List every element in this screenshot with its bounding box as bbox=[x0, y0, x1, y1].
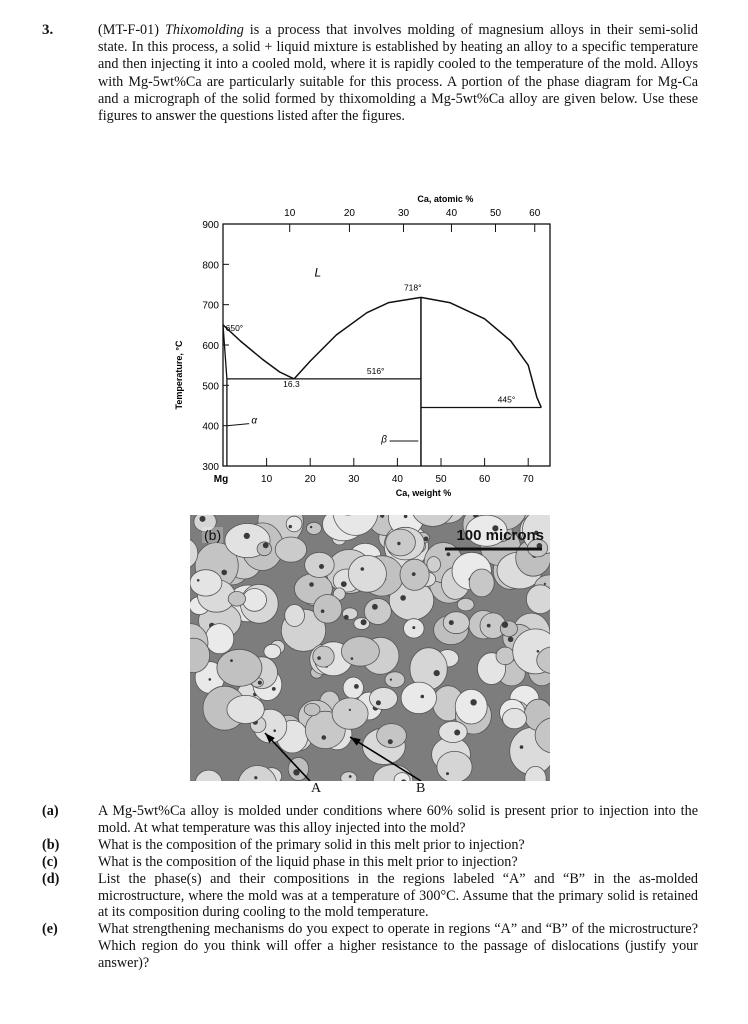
primary-grain bbox=[443, 612, 469, 634]
grain-inclusion bbox=[221, 570, 227, 576]
x-tick-label: 60 bbox=[479, 474, 491, 485]
y-tick-label: 400 bbox=[202, 421, 219, 433]
primary-grain bbox=[217, 649, 262, 686]
annot-718: 718° bbox=[403, 282, 422, 293]
term-thixomolding: Thixomolding bbox=[164, 22, 244, 38]
primary-grain bbox=[386, 529, 416, 556]
x2-tick-label: 30 bbox=[397, 208, 410, 219]
primary-grain bbox=[228, 592, 245, 607]
primary-grain bbox=[313, 646, 334, 667]
grain-inclusion bbox=[454, 730, 460, 736]
micrograph bbox=[190, 515, 550, 781]
question-b-label: (b) bbox=[42, 836, 60, 853]
region-a-label: A bbox=[311, 781, 322, 796]
grain-inclusion bbox=[209, 678, 212, 681]
x-tick-label: 50 bbox=[435, 474, 447, 485]
grain-inclusion bbox=[361, 567, 365, 571]
grain-inclusion bbox=[244, 533, 250, 539]
grain-inclusion bbox=[322, 735, 327, 740]
x-tick-label: Mg bbox=[213, 474, 229, 485]
primary-grain bbox=[455, 689, 487, 724]
x-tick-label: 10 bbox=[261, 474, 273, 485]
grain-inclusion bbox=[412, 626, 415, 629]
intro-text: is a process that involves molding of magnesium alloys in their semi-solid state. In this process, a solid + liquid mixture is established by heating an alloy to a specific temperature and then injecting it into a cooled mold, where it is rapidly cooled to the temperature of the mold. Alloys with Mg-5wt%Ca are particularly suitable for this process. A portion of the phase diagram for Mg-Ca and a micrograph of the solid formed by thixomolding a Mg-5wt%Ca alloy are given below. Use these figures to answer the questions listed after the figures. bbox=[98, 22, 699, 125]
primary-grain bbox=[205, 624, 233, 654]
grain-inclusion bbox=[349, 775, 352, 778]
grain-inclusion bbox=[508, 637, 514, 643]
primary-grain bbox=[313, 595, 342, 624]
primary-grain bbox=[457, 598, 474, 611]
liquidus-right bbox=[421, 297, 541, 407]
alpha-arrow bbox=[228, 424, 249, 426]
grain-inclusion bbox=[197, 579, 200, 582]
primary-grain bbox=[364, 599, 391, 625]
primary-grain bbox=[343, 677, 363, 699]
primary-grain bbox=[526, 585, 550, 614]
question-e bbox=[42, 921, 698, 972]
y-axis-label: Temperature, °C bbox=[174, 340, 184, 410]
x-tick-label: 30 bbox=[348, 474, 360, 485]
question-c-text: What is the composition of the liquid phase in this melt prior to injection? bbox=[98, 853, 518, 870]
micrograph-image bbox=[190, 515, 550, 781]
primary-grain bbox=[341, 637, 379, 667]
beta-label: β bbox=[381, 434, 387, 446]
grain-inclusion bbox=[309, 582, 314, 587]
grain-inclusion bbox=[470, 699, 476, 705]
grain-inclusion bbox=[317, 656, 321, 660]
grain-inclusion bbox=[434, 670, 440, 676]
question-d-label: (d) bbox=[42, 870, 60, 887]
x2-axis-label: Ca, atomic % bbox=[417, 194, 474, 204]
grain-inclusion bbox=[537, 650, 540, 653]
question-a-label: (a) bbox=[42, 803, 59, 819]
primary-grain bbox=[307, 522, 322, 534]
question-b-text: What is the composition of the primary solid in this melt prior to injection? bbox=[98, 836, 525, 853]
grain-inclusion bbox=[447, 552, 451, 556]
grain-inclusion bbox=[502, 622, 508, 628]
annot-516: 516° bbox=[366, 366, 385, 377]
primary-grain bbox=[341, 772, 357, 781]
question-intro bbox=[98, 22, 698, 125]
question-e-label: (e) bbox=[42, 921, 58, 938]
question-list bbox=[42, 803, 698, 972]
grain-inclusion bbox=[421, 695, 425, 699]
x2-tick-label: 20 bbox=[343, 208, 356, 219]
grain-inclusion bbox=[258, 681, 262, 685]
primary-grain bbox=[304, 703, 320, 715]
micrograph-label: (b) bbox=[204, 527, 222, 543]
grain-inclusion bbox=[354, 684, 359, 689]
annot-445: 445° bbox=[497, 394, 516, 405]
primary-grain bbox=[275, 537, 306, 562]
grain-inclusion bbox=[310, 526, 312, 528]
y-tick-label: 600 bbox=[202, 341, 219, 352]
grain-inclusion bbox=[200, 516, 206, 522]
x2-tick-label: 10 bbox=[284, 208, 296, 219]
primary-grain bbox=[377, 724, 407, 748]
region-b-label: B bbox=[416, 781, 426, 796]
grain-inclusion bbox=[344, 615, 349, 620]
grain-inclusion bbox=[341, 581, 347, 587]
y-tick-label: 500 bbox=[202, 381, 219, 393]
question-c bbox=[42, 854, 698, 871]
primary-grain bbox=[348, 555, 386, 592]
x2-tick-label: 60 bbox=[529, 208, 541, 219]
x2-tick-label: 50 bbox=[489, 208, 502, 219]
annot-650: 650° bbox=[225, 322, 244, 333]
question-number: 3. bbox=[42, 22, 54, 38]
grain-inclusion bbox=[397, 542, 400, 545]
grain-inclusion bbox=[372, 604, 378, 610]
grain-inclusion bbox=[487, 624, 491, 628]
question-d-text: List the phase(s) and their compositions in the regions labeled “A” and “B” in the as-molded microstructure, where the mold was at a temperature of 300°C. Assume that the primary solid is retained at its composition during cooling to the mold temperature. bbox=[98, 870, 698, 921]
question-e-text: What strengthening mechanisms do you expect to operate in regions “A” and “B” of the microstructure? Which region do you think will offer a higher resistance to the passage of dislocations (justify your answer)? bbox=[98, 921, 698, 972]
primary-grain bbox=[332, 698, 368, 729]
question-code: (MT-F-01) bbox=[98, 22, 159, 38]
x-tick-label: 70 bbox=[522, 474, 534, 485]
primary-grain bbox=[227, 695, 264, 723]
question-b bbox=[42, 837, 698, 854]
question-a bbox=[42, 803, 698, 837]
x-axis-label: Ca, weight % bbox=[395, 488, 452, 498]
question-a-text: A Mg-5wt%Ca alloy is molded under conditions where 60% solid is present prior to injection into the mold. At what temperature was this alloy injected into the mold? bbox=[98, 803, 698, 836]
y-tick-label: 900 bbox=[202, 220, 219, 231]
grain-inclusion bbox=[349, 709, 351, 711]
grain-inclusion bbox=[544, 583, 546, 585]
x-tick-label: 20 bbox=[304, 474, 316, 485]
annot-16-3: 16.3 bbox=[283, 378, 300, 389]
primary-grain bbox=[190, 570, 222, 596]
alpha-label: α bbox=[251, 415, 258, 427]
primary-grain bbox=[243, 589, 267, 612]
primary-grain bbox=[401, 682, 436, 714]
primary-grain bbox=[503, 708, 527, 728]
question-c-label: (c) bbox=[42, 853, 58, 870]
grain-inclusion bbox=[289, 525, 292, 528]
grain-inclusion bbox=[351, 657, 354, 660]
primary-grain bbox=[496, 647, 514, 665]
grain-inclusion bbox=[230, 659, 233, 662]
primary-grain bbox=[439, 721, 467, 742]
y-tick-label: 700 bbox=[202, 300, 219, 312]
grain-inclusion bbox=[412, 572, 416, 576]
primary-grain bbox=[285, 605, 305, 627]
primary-grain bbox=[264, 644, 281, 658]
primary-grain bbox=[427, 557, 441, 573]
phase-diagram bbox=[168, 188, 568, 514]
plot-frame bbox=[223, 224, 550, 466]
primary-grain bbox=[286, 516, 302, 532]
grain-inclusion bbox=[273, 729, 276, 732]
y-tick-label: 300 bbox=[202, 462, 219, 473]
grain-inclusion bbox=[446, 772, 449, 775]
primary-grain bbox=[370, 688, 398, 710]
grain-inclusion bbox=[449, 620, 454, 625]
question-d bbox=[42, 871, 698, 922]
scale-bar-label: 100 microns bbox=[456, 527, 544, 544]
grain-inclusion bbox=[254, 776, 257, 779]
primary-grain bbox=[385, 672, 405, 688]
primary-grain bbox=[437, 751, 472, 781]
grain-inclusion bbox=[263, 542, 269, 548]
grain-inclusion bbox=[388, 739, 393, 744]
grain-inclusion bbox=[361, 619, 367, 625]
liquidus-left bbox=[223, 322, 294, 379]
y-tick-label: 800 bbox=[202, 260, 219, 272]
grain-inclusion bbox=[319, 564, 324, 569]
liquidus-middle bbox=[294, 297, 421, 379]
primary-grain bbox=[469, 569, 494, 597]
grain-inclusion bbox=[376, 700, 381, 705]
grain-inclusion bbox=[520, 745, 524, 749]
x-tick-label: 40 bbox=[391, 474, 403, 485]
primary-grain bbox=[305, 552, 335, 577]
liquid-label: L bbox=[314, 265, 322, 280]
grain-inclusion bbox=[400, 595, 406, 601]
grain-inclusion bbox=[321, 609, 325, 613]
x2-tick-label: 40 bbox=[445, 208, 458, 219]
grain-inclusion bbox=[272, 687, 276, 691]
grain-inclusion bbox=[390, 679, 392, 681]
